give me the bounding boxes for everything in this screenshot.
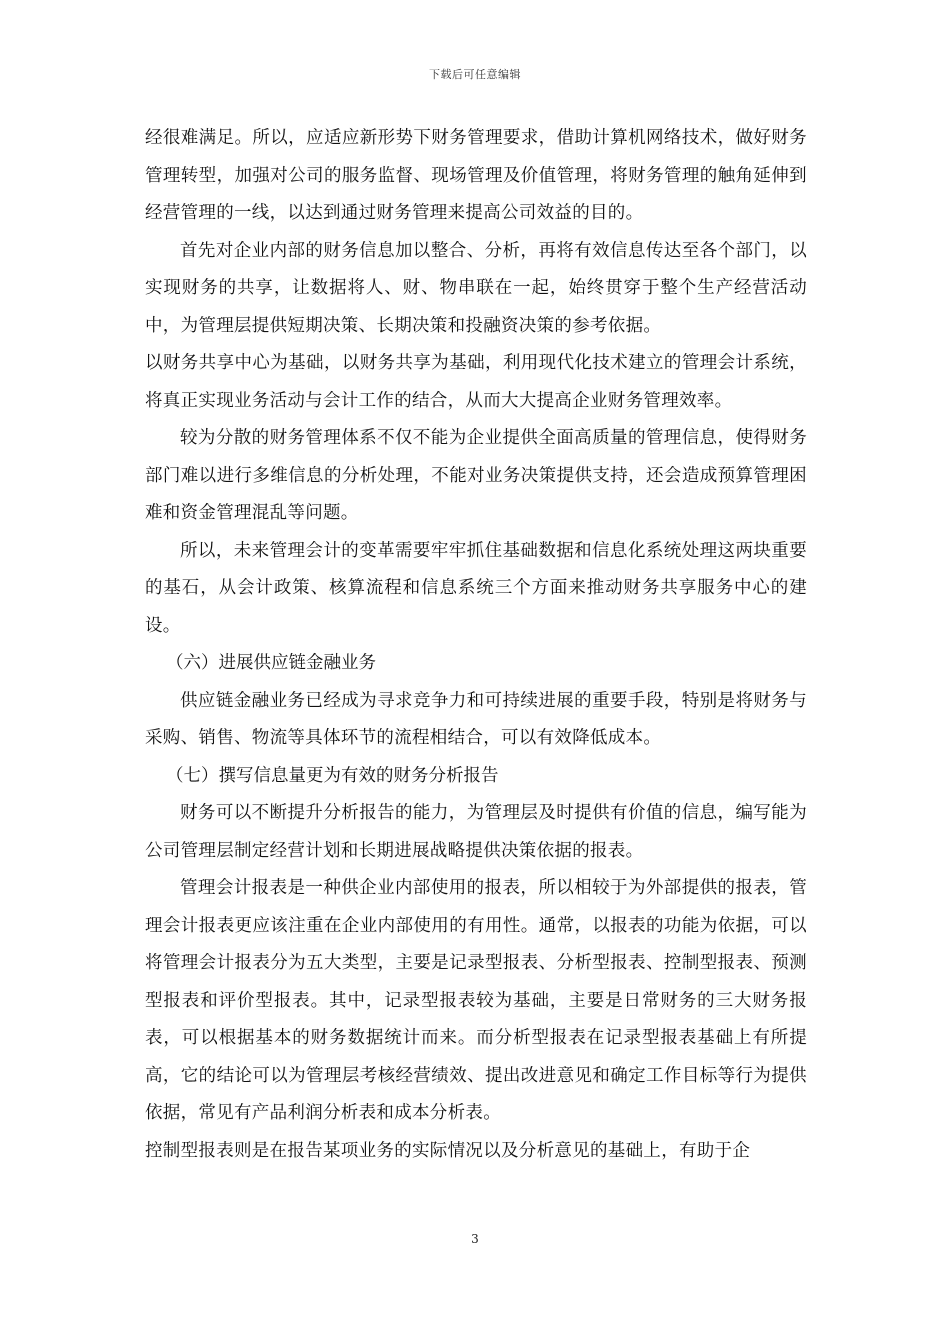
paragraph-control-report: 控制型报表则是在报告某项业务的实际情况以及分析意见的基础上，有助于企 [145,1140,751,1161]
paragraph-continued: 经很难满足。所以，应适应新形势下财务管理要求，借助计算机网络技术，做好财务管理转型，加强对公司的服务监督、现场管理及价值管理，将财务管理的触角延伸到经营管理的一线，以达到通过财务管理来提高公司效益的目的。 [145,128,807,223]
paragraph-report-types: 管理会计报表是一种供企业内部使用的报表，所以相较于为外部提供的报表，管理会计报表更应该注重在企业内部使用的有用性。通常，以报表的功能为依据，可以将管理会计报表分为五大类型，主要是记录型报表、分析型报表、控制型报表、预测型报表和评价型报表。其中，记录型报表较为基础，主要是日常财务的三大财务报表，可以根据基本的财务数据统计而来。而分析型报表在记录型报表基础上有所提高，它的结论可以为管理层考核经营绩效、提出改进意见和确定工作目标等行为提供依据，常见有产品利润分析表和成本分析表。 [145,878,807,1123]
paragraph-supply-chain: 供应链金融业务已经成为寻求竞争力和可持续进展的重要手段，特别是将财务与采购、销售、物流等具体环节的流程相结合，可以有效降低成本。 [145,690,807,748]
paragraph-future-reform: 所以，未来管理会计的变革需要牢牢抓住基础数据和信息化系统处理这两块重要的基石，从会计政策、核算流程和信息系统三个方面来推动财务共享服务中心的建设。 [145,540,807,636]
document-body [145,120,807,1170]
paragraph-integration: 首先对企业内部的财务信息加以整合、分析，再将有效信息传达至各个部门，以实现财务的共享，让数据将人、财、物串联在一起，始终贯穿于整个生产经营活动中，为管理层提供短期决策、长期决策和投融资决策的参考依据。 [145,240,807,336]
page-number: 3 [471,1232,479,1246]
section-heading-seven: （七）撰写信息量更为有效的财务分析报告 [166,765,499,786]
section-heading-six: （六）进展供应链金融业务 [166,653,376,673]
page-header: 下载后可任意编辑 [429,68,521,81]
paragraph-dispersed-system: 较为分散的财务管理体系不仅不能为企业提供全面高质量的管理信息，使得财务部门难以进行多维信息的分析处理，不能对业务决策提供支持，还会造成预算管理困难和资金管理混乱等问题。 [145,428,807,523]
paragraph-analysis-report: 财务可以不断提升分析报告的能力，为管理层及时提供有价值的信息，编写能为公司管理层制定经营计划和长期进展战略提供决策依据的报表。 [145,803,807,861]
paragraph-shared-center: 以财务共享中心为基础，以财务共享为基础，利用现代化技术建立的管理会计系统，将真正实现业务活动与会计工作的结合，从而大大提高企业财务管理效率。 [145,353,807,411]
